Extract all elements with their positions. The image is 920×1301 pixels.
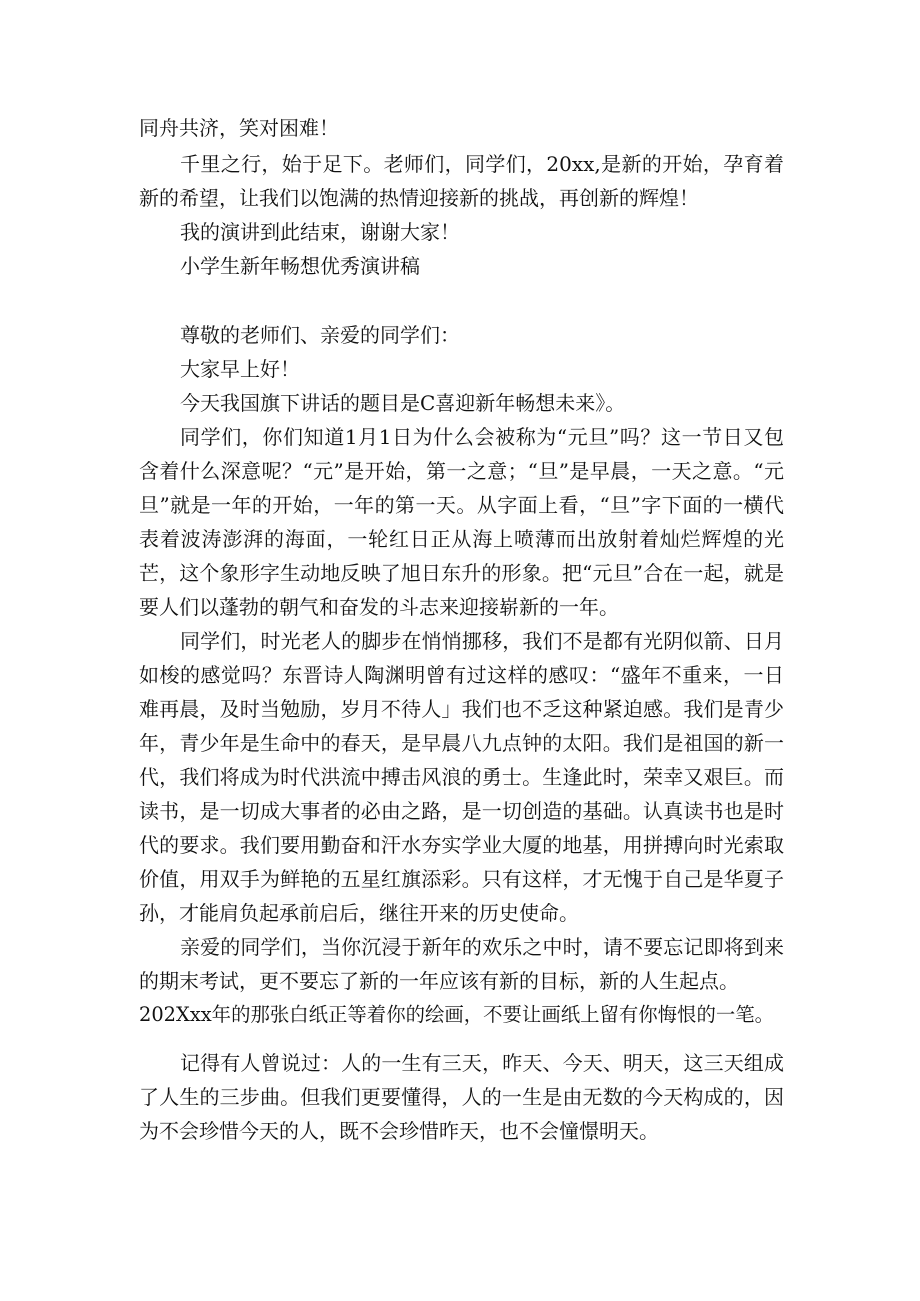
closing-line: 我的演讲到此结束，谢谢大家！	[180, 220, 460, 244]
topic-line: 今天我国旗下讲话的题目是C喜迎新年畅想未来》。	[180, 391, 626, 415]
paragraph: 同学们，时光老人的脚步在悄悄挪移，我们不是都有光阴似箭、日月如梭的感觉吗？东晋诗人陶渊明曾有过这样的感叹：“盛年不重来，一日难再晨，及时当勉励，岁月不待人」我们也不乏这种紧迫感。我们是青少年，青少年是生命中的春天，是早晨八九点钟的太阳。我们是祖国的新一代，我们将成为时代洪流中搏击风浪的勇士。生逢此时，荣幸又艰巨。而读书，是一切成大事者的必由之路，是一切创造的基础。认真读书也是时代的要求。我们要用勤奋和汗水夯实学业大厦的地基，用拼搏向时光索取价值，用双手为鲜艳的五星红旗添彩。只有这样，才无愧于自己是华夏子孙，才能肩负起承前启后，继往开来的历史使命。	[139, 629, 784, 925]
paragraph: 同学们，你们知道1月1日为什么会被称为“元旦”吗？这一节日又包含着什么深意呢？“元”是开始，第一之意；“旦”是早晨，一天之意。“元旦”就是一年的开始，一年的第一天。从字面上看，“旦”字下面的一横代表着波涛澎湃的海面，一轮红日正从海上喷薄而出放射着灿烂辉煌的光芒，这个象形字生动地反映了旭日东升的形象。把“元旦”合在一起，就是要人们以蓬勃的朝气和奋发的斗志来迎接崭新的一年。	[139, 425, 784, 619]
paragraph: 记得有人曾说过：人的一生有三天，昨天、今天、明天，这三天组成了人生的三步曲。但我们更要懂得，人的一生是由无数的今天构成的，因为不会珍惜今天的人，既不会珍惜昨天，也不会憧憬明天。	[139, 1051, 784, 1143]
paragraph: 千里之行，始于足下。老师们，同学们，20xx,是新的开始，孕育着新的希望，让我们以饱满的热情迎接新的挑战，再创新的辉煌！	[139, 152, 784, 210]
text-line: 同舟共济，笑对困难！	[139, 116, 339, 140]
salutation: 尊敬的老师们、亲爱的同学们：	[180, 323, 460, 347]
speech-title: 小学生新年畅想优秀演讲稿	[180, 254, 420, 278]
text-line: 202Xxx年的那张白纸正等着你的绘画，不要让画纸上留有你悔恨的一笔。	[139, 1003, 775, 1026]
greeting: 大家早上好！	[180, 357, 300, 381]
paragraph: 亲爱的同学们，当你沉浸于新年的欢乐之中时，请不要忘记即将到来的期末考试，更不要忘了新的一年应该有新的目标，新的人生起点。	[139, 935, 784, 993]
